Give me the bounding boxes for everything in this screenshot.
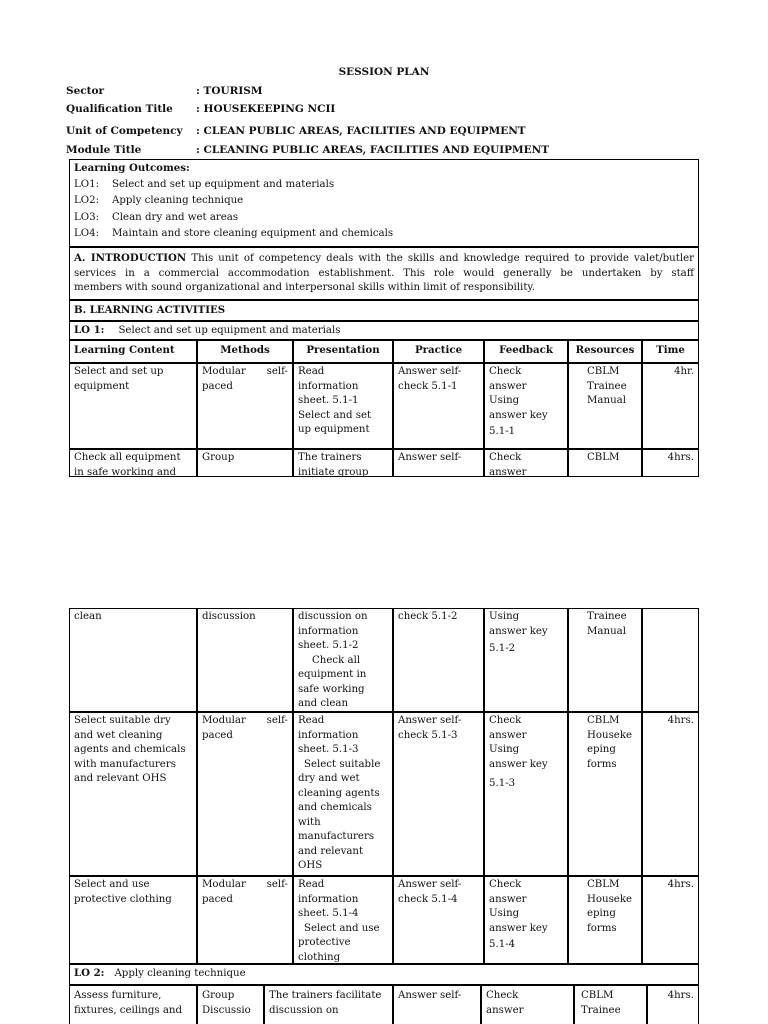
- introduction-cell: [70, 248, 698, 299]
- introduction-line-3: members with sound organizational and interpersonal skills within limit of responsibility.: [74, 282, 536, 293]
- col-header-presentation: Presentation: [294, 341, 392, 362]
- table-row-5-time: 4hrs.: [643, 877, 698, 963]
- col-header-time: Time: [643, 341, 698, 362]
- learning-activities-heading: B. LEARNING ACTIVITIES: [70, 301, 698, 320]
- lo2-row: [70, 965, 698, 984]
- col-header-resources: Resources: [569, 341, 641, 362]
- lo2-code: LO 2:: [74, 967, 105, 979]
- session-plan-title: SESSION PLAN: [338, 66, 430, 78]
- table-row-5-presentation: Read information sheet. 5.1-4 Select and use protective clothing: [294, 877, 392, 963]
- table-row-1-feedback: Check answer Using answer key 5.1-1: [485, 364, 567, 448]
- lo1-code: LO 1:: [74, 324, 105, 336]
- col-header-feedback: Feedback: [485, 341, 567, 362]
- table-row-3-resources: Trainee Manual: [569, 609, 641, 711]
- table-row-2-feedback: Check answer: [485, 450, 567, 476]
- col-header-practice: Practice: [394, 341, 483, 362]
- introduction-heading: A. INTRODUCTION: [74, 252, 187, 264]
- table-row-6-time: 4hrs.: [648, 986, 698, 1024]
- meta-module-value: : CLEANING PUBLIC AREAS, FACILITIES AND EQUIPMENT: [196, 144, 550, 156]
- table-row-2-presentation: The trainers initiate group: [294, 450, 392, 476]
- lo-item: LO3: Clean dry and wet areas: [74, 211, 239, 223]
- table-row-4-resources: CBLM Houseke eping forms: [569, 713, 641, 875]
- lo-item: LO4: Maintain and store cleaning equipment and chemicals: [74, 228, 394, 239]
- learning-outcomes-cell: [70, 160, 698, 246]
- table-row-5-methods: Modular self- paced: [198, 877, 292, 963]
- table-row-4-practice: Answer self- check 5.1-3: [394, 713, 483, 875]
- table-row-5-feedback: Check answer Using answer key 5.1-4: [485, 877, 567, 963]
- table-row-6-resources: CBLM Trainee: [575, 986, 646, 1024]
- table-row-6-feedback: Check answer: [482, 986, 573, 1024]
- table-row-4-time: 4hrs.: [643, 713, 698, 875]
- col-header-learning-content: Learning Content: [70, 341, 196, 362]
- lo-item: LO2: Apply cleaning technique: [74, 195, 244, 206]
- table-row-4-presentation: Read information sheet. 5.1-3 Select suitable dry and wet cleaning agents and chemicals with manufacturers and relevant OHS: [294, 713, 392, 875]
- meta-unit-label: Unit of Competency: [66, 125, 183, 137]
- lo1-row: [70, 322, 698, 339]
- table-row-3-presentation: discussion on information sheet. 5.1-2 Check all equipment in safe working and clean: [294, 609, 392, 711]
- table-row-6-methods: Group Discussio: [198, 986, 263, 1024]
- table-row-3-feedback: Using answer key 5.1-2: [485, 609, 567, 711]
- table-row-2-content: Check all equipment in safe working and: [70, 450, 196, 476]
- table-row-5-content: Select and use protective clothing: [70, 877, 196, 963]
- table-row-5-resources: CBLM Houseke eping forms: [569, 877, 641, 963]
- session-table-page-2: [69, 608, 699, 1024]
- table-row-3-methods: discussion: [198, 609, 292, 711]
- table-row-6-content: Assess furniture, fixtures, ceilings and: [70, 986, 196, 1024]
- table-row-1-methods: Modular self- paced: [198, 364, 292, 448]
- table-row-3-practice: check 5.1-2: [394, 609, 483, 711]
- introduction-line-1: This unit of competency deals with the skills and knowledge required to provide valet/butler: [191, 253, 694, 264]
- table-row-1-resources: CBLM Trainee Manual: [569, 364, 641, 448]
- lo-item: LO1: Select and set up equipment and materials: [74, 178, 335, 190]
- table-row-2-resources: CBLM: [569, 450, 641, 476]
- table-row-2-practice: Answer self-: [394, 450, 483, 476]
- table-row-4-content: Select suitable dry and wet cleaning agents and chemicals with manufacturers and relevant OHS: [70, 713, 196, 875]
- table-row-3-time: [643, 609, 698, 711]
- learning-outcomes-heading: Learning Outcomes:: [74, 162, 190, 174]
- session-table-page-1: [69, 159, 699, 477]
- meta-module-label: Module Title: [66, 144, 142, 156]
- table-row-6-practice: Answer self-: [394, 986, 480, 1024]
- meta-qualification-value: : HOUSEKEEPING NCII: [196, 103, 336, 115]
- meta-qualification-label: Qualification Title: [66, 103, 173, 115]
- table-row-3-content: clean: [70, 609, 196, 711]
- meta-unit-value: : CLEAN PUBLIC AREAS, FACILITIES AND EQUIPMENT: [196, 125, 526, 137]
- introduction-line-2: services in a commercial accommodation establishment. This role would generally be undertaken by staff: [74, 267, 694, 279]
- table-row-5-practice: Answer self- check 5.1-4: [394, 877, 483, 963]
- lo2-text: Apply cleaning technique: [114, 968, 246, 979]
- table-row-1-practice: Answer self- check 5.1-1: [394, 364, 483, 448]
- table-row-2-methods: Group: [198, 450, 292, 476]
- meta-sector-label: Sector: [66, 85, 105, 97]
- table-row-6-presentation: The trainers facilitate discussion on: [265, 986, 392, 1024]
- lo-list: [74, 177, 694, 243]
- table-row-4-methods: Modular self- paced: [198, 713, 292, 875]
- meta-sector-value: : TOURISM: [196, 85, 263, 97]
- table-row-1-content: Select and set up equipment: [70, 364, 196, 448]
- col-header-methods: Methods: [198, 341, 292, 362]
- table-row-2-time: 4hrs.: [643, 450, 698, 476]
- table-row-4-feedback: Check answer Using answer key 5.1-3: [485, 713, 567, 875]
- lo1-text: Select and set up equipment and materials: [118, 325, 341, 336]
- table-row-1-presentation: Read information sheet. 5.1-1 Select and set up equipment: [294, 364, 392, 448]
- table-row-1-time: 4hr.: [643, 364, 698, 448]
